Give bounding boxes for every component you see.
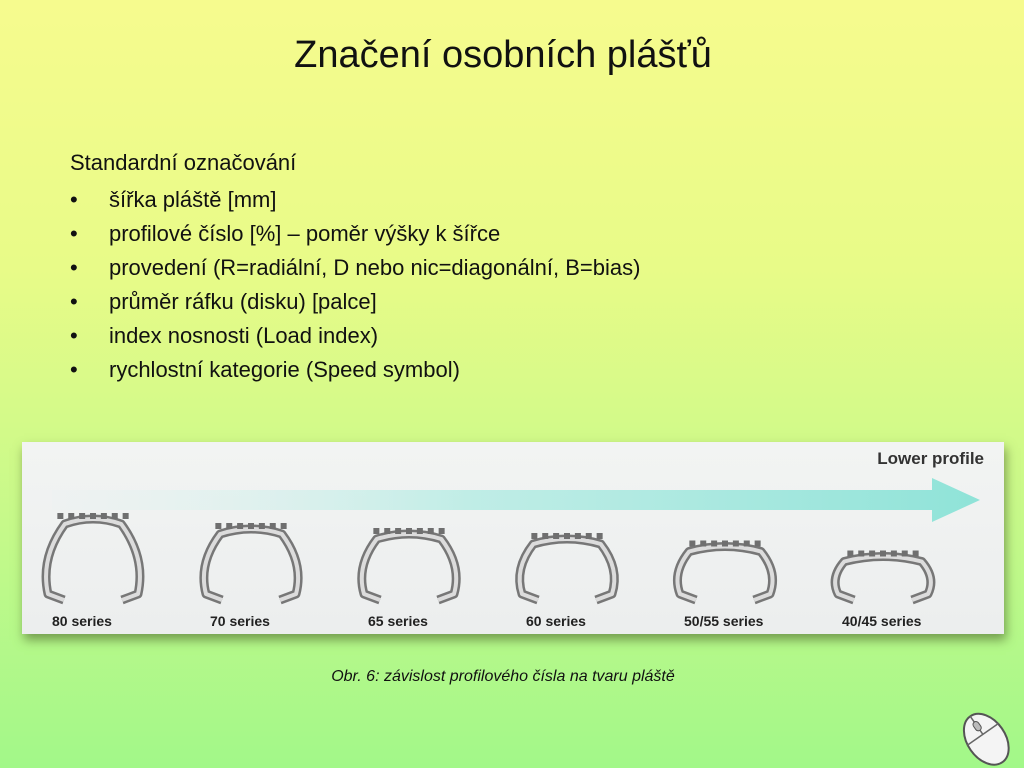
tread-block xyxy=(553,533,559,539)
tread-block xyxy=(689,541,695,547)
lower-profile-arrow xyxy=(52,478,980,522)
tire-cross-section xyxy=(520,533,615,629)
tire-series-label: 60 series xyxy=(526,613,586,629)
tread-block xyxy=(68,513,74,519)
slide-title: Značení osobních plášťů xyxy=(294,34,712,76)
bullet-item xyxy=(70,353,640,387)
tread-block xyxy=(711,541,717,547)
tread-block xyxy=(373,528,379,534)
tire-series-label: 50/55 series xyxy=(684,613,764,629)
tread-block xyxy=(880,551,886,557)
tread-block xyxy=(417,528,423,534)
bullet-dot: • xyxy=(70,221,78,246)
tread-block xyxy=(428,528,434,534)
tread-block xyxy=(597,533,603,539)
tread-block xyxy=(281,523,287,529)
computer-mouse-icon xyxy=(944,704,1024,768)
tread-block xyxy=(384,528,390,534)
tread-block xyxy=(226,523,232,529)
tread-block xyxy=(858,551,864,557)
tread-block xyxy=(395,528,401,534)
bullet-text: provedení (R=radiální, D nebo nic=diagonální, B=bias) xyxy=(109,255,641,280)
bullet-text: rychlostní kategorie (Speed symbol) xyxy=(109,357,460,382)
figure-caption: Obr. 6: závislost profilového čísla na tvaru pláště xyxy=(331,668,675,685)
bullet-text: průměr ráfku (disku) [palce] xyxy=(109,289,377,314)
tread-block xyxy=(406,528,412,534)
tire-shell xyxy=(835,557,931,601)
tire-profile-diagram xyxy=(22,442,1004,634)
tire-cross-section xyxy=(835,551,931,630)
tread-block xyxy=(90,513,96,519)
tread-block xyxy=(112,513,118,519)
tire-cross-section xyxy=(362,528,456,629)
tire-series-label: 40/45 series xyxy=(842,613,922,629)
tread-block xyxy=(869,551,875,557)
bullet-item xyxy=(70,217,640,251)
tread-block xyxy=(891,551,897,557)
tread-block xyxy=(531,533,537,539)
arrow-label: Lower profile xyxy=(877,449,984,468)
tread-block xyxy=(586,533,592,539)
tread-block xyxy=(439,528,445,534)
tread-block xyxy=(123,513,129,519)
tire-shell xyxy=(520,539,615,600)
bullet-dot: • xyxy=(70,357,78,382)
tread-block xyxy=(101,513,107,519)
tire-shell xyxy=(677,547,772,601)
tread-block xyxy=(847,551,853,557)
tread-block xyxy=(733,541,739,547)
tread-block xyxy=(237,523,243,529)
bullet-dot: • xyxy=(70,187,78,212)
bullet-list xyxy=(70,183,640,387)
bullet-item xyxy=(70,319,640,353)
tire-series-label: 80 series xyxy=(52,613,112,629)
tread-block xyxy=(913,551,919,557)
tire-series-label: 65 series xyxy=(368,613,428,629)
intro-heading: Standardní označování xyxy=(70,150,297,175)
tire-shell xyxy=(362,534,456,600)
tread-block xyxy=(744,541,750,547)
tread-block xyxy=(248,523,254,529)
bullet-item xyxy=(70,251,640,285)
tread-block xyxy=(902,551,908,557)
tire-cross-section xyxy=(204,523,298,629)
tread-block xyxy=(270,523,276,529)
tread-block xyxy=(79,513,85,519)
tire-series-label: 70 series xyxy=(210,613,270,629)
bullet-item xyxy=(70,183,640,217)
bullet-text: šířka pláště [mm] xyxy=(109,187,277,212)
tread-block xyxy=(259,523,265,529)
bullet-dot: • xyxy=(70,255,78,280)
tread-block xyxy=(575,533,581,539)
tire-cross-section xyxy=(677,541,772,630)
bullet-text: profilové číslo [%] – poměr výšky k šířce xyxy=(109,221,501,246)
bullet-dot: • xyxy=(70,323,78,348)
bullet-item xyxy=(70,285,640,319)
tread-block xyxy=(755,541,761,547)
tire-cross-section xyxy=(46,513,140,629)
tire-profile-figure xyxy=(22,442,1004,634)
tread-block xyxy=(700,541,706,547)
tread-block xyxy=(57,513,63,519)
tread-block xyxy=(722,541,728,547)
tread-block xyxy=(542,533,548,539)
tread-block xyxy=(215,523,221,529)
bullet-dot: • xyxy=(70,289,78,314)
tread-block xyxy=(564,533,570,539)
bullet-text: index nosnosti (Load index) xyxy=(109,323,379,348)
